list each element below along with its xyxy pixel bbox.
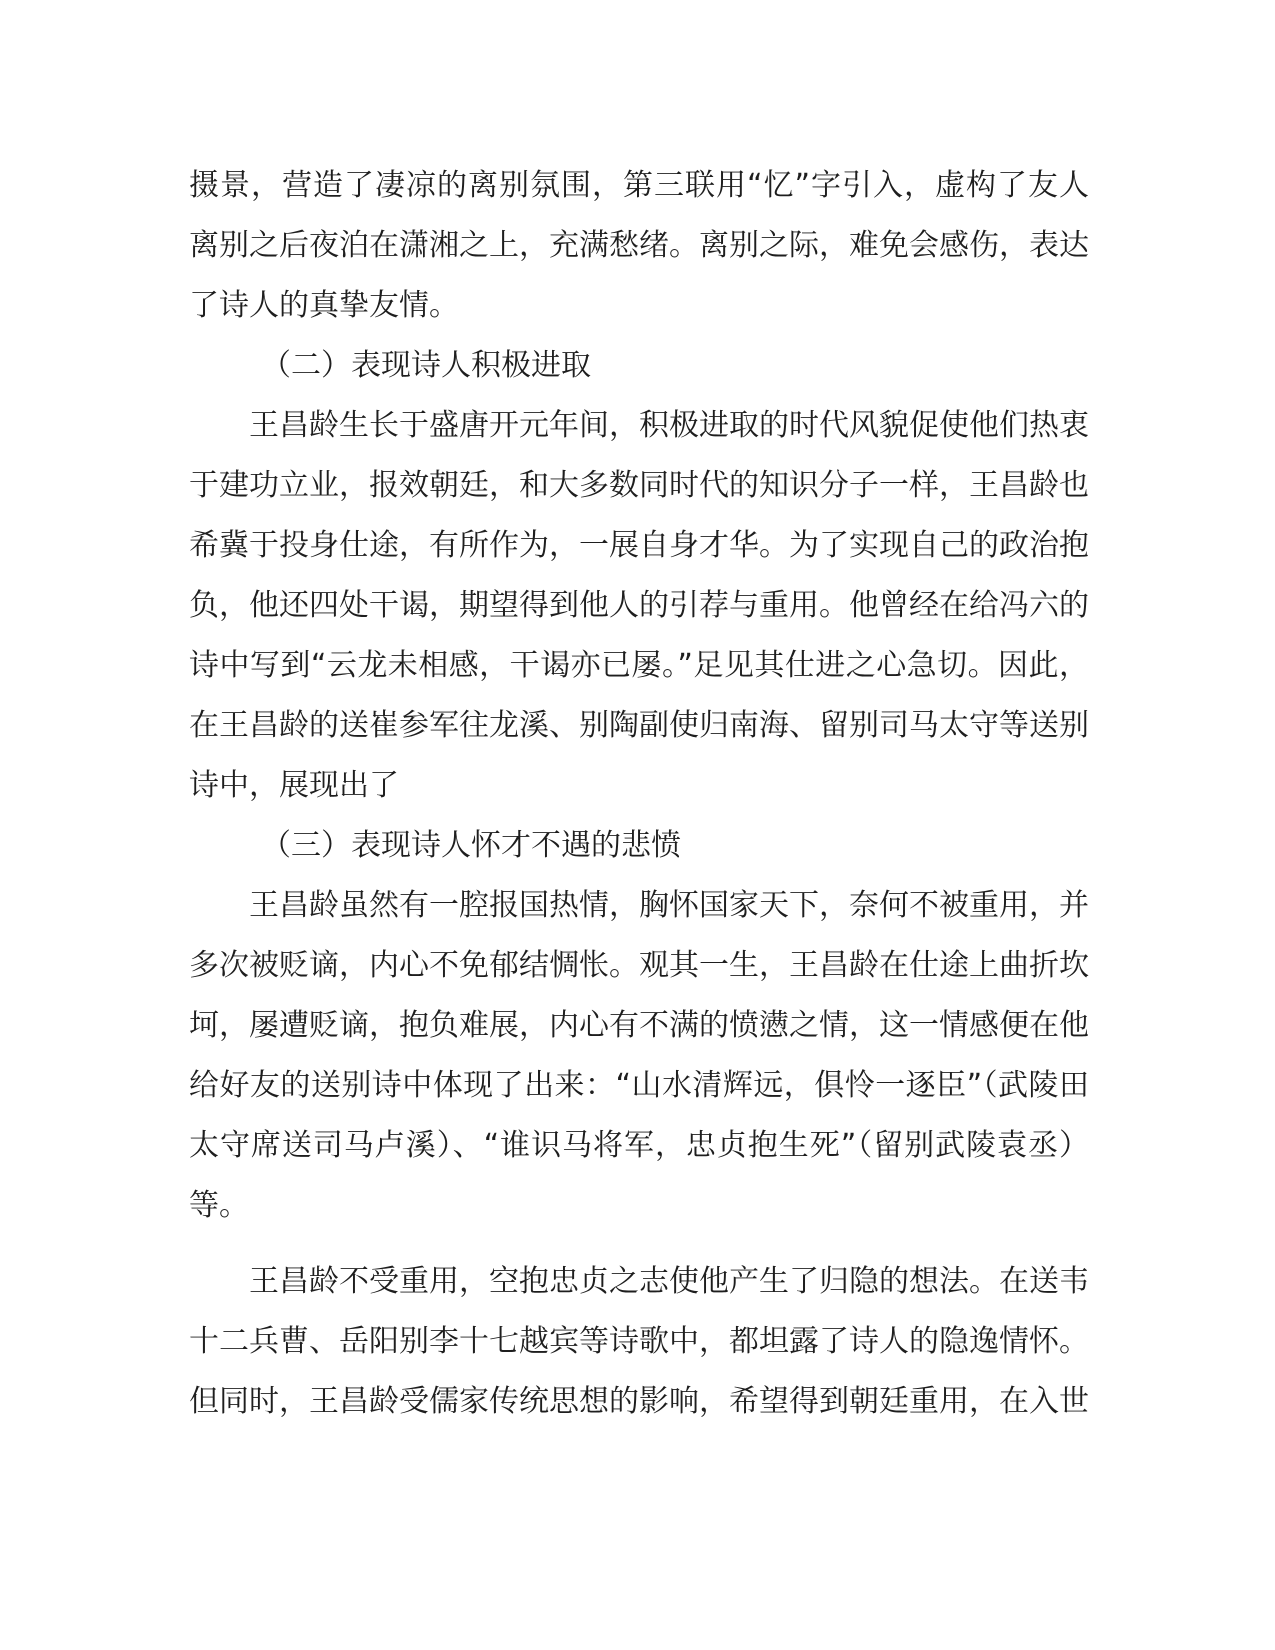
paragraph-gap bbox=[189, 1236, 1089, 1252]
section-heading-two: （二）表现诗人积极进取 bbox=[261, 348, 591, 383]
paragraph-aspiration: 王昌龄生长于盛唐开元年间，积极进取的时代风貌促使他们热衷于建功立业，报效朝廷，和大多数同时代的知识分子一样，王昌龄也希冀于投身仕途，有所作为，一展自身才华。为了实现自己的政治抱负，他还四处干谒，期望得到他人的引荐与重用。他曾经在给冯六的诗中写到“云龙未相感，干谒亦已屡。”足见其仕进之心急切。因此，在王昌龄的送崔参军往龙溪、别陶副使归南海、留别司马太守等送别诗中，展现出了 bbox=[189, 408, 1089, 803]
section-heading-three: （三）表现诗人怀才不遇的悲愤 bbox=[261, 828, 681, 863]
paragraph-continuation: 摄景，营造了凄凉的离别氛围，第三联用“忆”字引入，虚构了友人离别之后夜泊在潇湘之上，充满愁绪。离别之际，难免会感伤，表达了诗人的真挚友情。 bbox=[189, 168, 1089, 323]
paragraph-reclusion: 王昌龄不受重用，空抱忠贞之志使他产生了归隐的想法。在送韦十二兵曹、岳阳别李十七越宾等诗歌中，都坦露了诗人的隐逸情怀。但同时，王昌龄受儒家传统思想的影响，希望得到朝廷重用，在入世 bbox=[189, 1264, 1089, 1419]
paragraph-frustration: 王昌龄虽然有一腔报国热情，胸怀国家天下，奈何不被重用，并多次被贬谪，内心不免郁结惆怅。观其一生，王昌龄在仕途上曲折坎坷，屡遭贬谪，抱负难展，内心有不满的愤懑之情，这一情感便在他给好友的送别诗中体现了出来：“山水清辉远，俱怜一逐臣”（武陵田太守席送司马卢溪）、“谁识马将军，忠贞抱生死”（留别武陵袁丞）等。 bbox=[189, 888, 1089, 1223]
document-body bbox=[189, 156, 1089, 1432]
